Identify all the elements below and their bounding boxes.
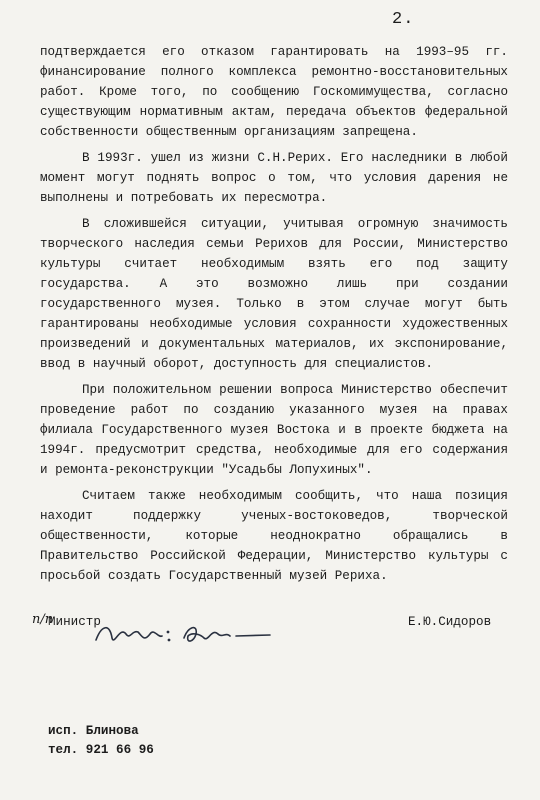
paragraph-2: В 1993г. ушел из жизни С.Н.Рерих. Его наследники в любой момент могут поднять вопрос о том, что условия дарения не выполнены и потребовать их пересмотра. <box>40 151 508 205</box>
paragraph-3: В сложившейся ситуации, учитывая огромную значимость творческого наследия семьи Рерихов для России, Министерство культуры считает необходимым взять его под защиту государства. А это возможно лишь при создании государственного музея. Только в этом случае могут быть гарантированы необходимые условия сохранности художественных произведений и документальных материалов, их экспонирование, ввод в научный оборот, доступность для специалистов. <box>40 217 508 371</box>
signatory-name: Е.Ю.Сидоров <box>408 615 492 629</box>
page-number: 2. <box>392 10 415 29</box>
paragraph-1: подтверждается его отказом гарантировать на 1993–95 гг. финансирование полного комплекса ремонтно-восстановительных работ. Кроме того, по сообщению Госкомимущества, согласно существующим нормативным актам, передача объектов федеральной собственности общественным организациям запрещена. <box>40 45 508 139</box>
signature-block <box>0 612 540 672</box>
executor-phone: тел. 921 66 96 <box>48 743 154 757</box>
handwritten-certification <box>92 616 282 652</box>
paragraph-4: При положительном решении вопроса Министерство обеспечит проведение работ по созданию указанного музея на правах филиала Государственного музея Востока и в проекте бюджета на 1994г. предусмотрит средства, необходимые для его содержания и ремонта-реконструкции "Усадьбы Лопухиных". <box>40 383 508 477</box>
executor-name: исп. Блинова <box>48 724 139 738</box>
letter-body <box>40 42 508 592</box>
signature-initials: п/п <box>32 612 54 627</box>
executor-info <box>48 722 154 760</box>
paragraph-5: Считаем также необходимым сообщить, что наша позиция находит поддержку ученых-востоковедов, творческой общественности, которые неоднократно обращались в Правительство Российской Федерации, Министерство культуры с просьбой создать Государственный музей Рериха. <box>40 489 508 583</box>
signatory-role: Министр <box>48 615 101 629</box>
